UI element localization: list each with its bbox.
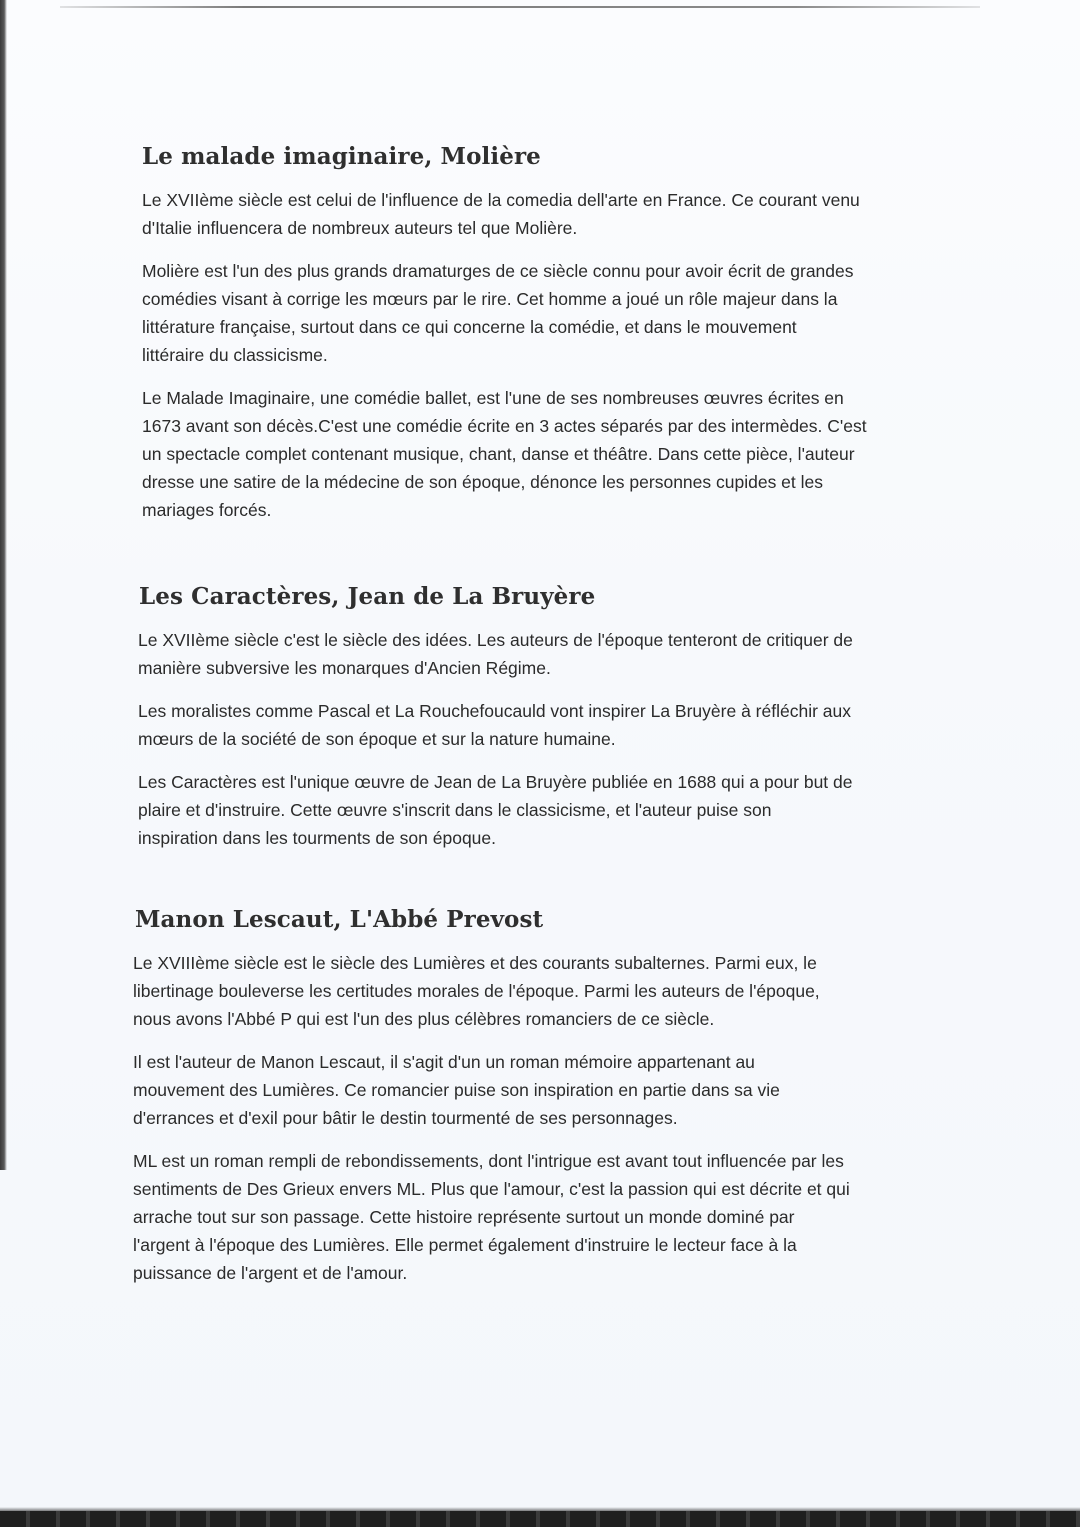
text-line: Les moralistes comme Pascal et La Rouchefoucauld vont inspirer La Bruyère à réfléchir aux [138,701,851,721]
text-line: mouvement des Lumières. Ce romancier puise son inspiration en partie dans sa vie [133,1080,780,1100]
text-line: l'argent à l'époque des Lumières. Elle permet également d'instruire le lecteur face à la [133,1235,797,1255]
text-line: Le XVIIème siècle est celui de l'influence de la comedia dell'arte en France. Ce courant venu [142,190,860,210]
text-line: arrache tout sur son passage. Cette histoire représente surtout un monde dominé par [133,1207,795,1227]
paragraph [142,384,1080,524]
section-manon-lescaut [0,906,1080,1302]
text-line: puissance de l'argent et de l'amour. [133,1263,408,1283]
text-line: mariages forcés. [142,500,272,520]
text-line: d'Italie influencera de nombreux auteurs tel que Molière. [142,218,578,238]
paragraph [142,186,1080,242]
paragraph [133,949,1080,1033]
text-line: inspiration dans les tourments de son époque. [138,828,497,848]
paragraph [138,626,1080,682]
text-line: manière subversive les monarques d'Ancien Régime. [138,658,551,678]
section-title: Manon Lescaut, L'Abbé Prevost [135,906,544,933]
scan-top-edge [60,6,980,8]
text-line: un spectacle complet contenant musique, chant, danse et théâtre. Dans cette pièce, l'auteur [142,444,855,464]
text-line: plaire et d'instruire. Cette œuvre s'inscrit dans le classicisme, et l'auteur puise son [138,800,772,820]
paragraph [133,1147,1080,1287]
text-line: dresse une satire de la médecine de son époque, dénonce les personnes cupides et les [142,472,824,492]
text-line: littéraire du classicisme. [142,345,328,365]
paragraph [138,768,1080,852]
text-line: comédies visant à corrige les mœurs par le rire. Cet homme a joué un rôle majeur dans la [142,289,838,309]
text-line: Le XVIIIème siècle est le siècle des Lumières et des courants subalternes. Parmi eux, le [133,953,817,973]
text-line: Molière est l'un des plus grands dramaturges de ce siècle connu pour avoir écrit de grandes [142,261,854,281]
text-line: sentiments de Des Grieux envers ML. Plus que l'amour, c'est la passion qui est décrite et qui [133,1179,850,1199]
section-malade-imaginaire [0,143,1080,539]
text-line: mœurs de la société de son époque et sur la nature humaine. [138,729,616,749]
section-title: Le malade imaginaire, Molière [142,143,541,170]
text-line: d'errances et d'exil pour bâtir le destin tourmenté de ses personnages. [133,1108,678,1128]
section-les-caracteres [0,583,1080,867]
paragraph [142,257,1080,369]
paragraph [138,697,1080,753]
paragraph [133,1048,1080,1132]
text-line: Le XVIIème siècle c'est le siècle des idées. Les auteurs de l'époque tenteront de critiquer de [138,630,853,650]
text-line: Le Malade Imaginaire, une comédie ballet, est l'une de ses nombreuses œuvres écrites en [142,388,844,408]
text-line: nous avons l'Abbé P qui est l'un des plus célèbres romanciers de ce siècle. [133,1009,715,1029]
section-title: Les Caractères, Jean de La Bruyère [139,583,596,610]
text-line: littérature française, surtout dans ce qui concerne la comédie, et dans le mouvement [142,317,797,337]
text-line: Les Caractères est l'unique œuvre de Jean de La Bruyère publiée en 1688 qui a pour but de [138,772,853,792]
text-line: Il est l'auteur de Manon Lescaut, il s'agit d'un un roman mémoire appartenant au [133,1052,755,1072]
text-line: libertinage bouleverse les certitudes morales de l'époque. Parmi les auteurs de l'époque, [133,981,820,1001]
text-line: 1673 avant son décès.C'est une comédie écrite en 3 actes séparés par des intermèdes. C'est [142,416,867,436]
text-line: ML est un roman rempli de rebondissements, dont l'intrigue est avant tout influencée par les [133,1151,844,1171]
scan-bottom-edge [0,1511,1080,1527]
